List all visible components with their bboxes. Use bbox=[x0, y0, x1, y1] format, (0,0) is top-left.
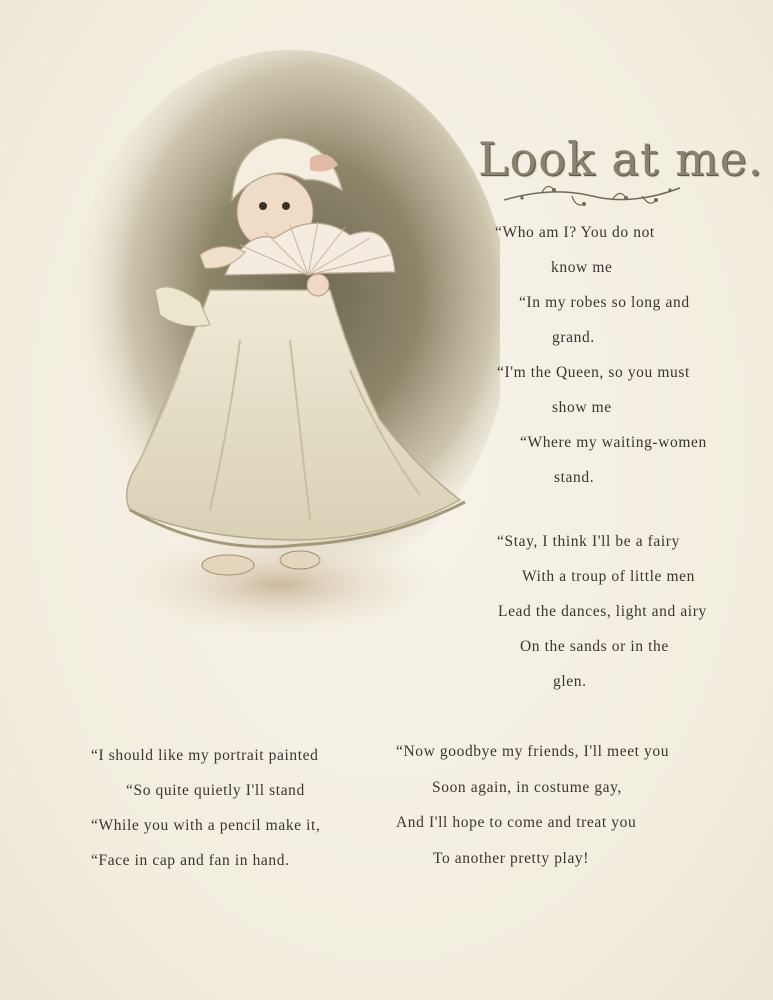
verse-line: grand. bbox=[552, 329, 595, 346]
verse-line: “I'm the Queen, so you must bbox=[497, 364, 690, 381]
floral-sprig-ornament bbox=[502, 176, 682, 216]
girl-with-fan-illustration bbox=[60, 40, 500, 640]
verse-line: On the sands or in the bbox=[520, 638, 669, 655]
verse-line: know me bbox=[551, 259, 613, 276]
verse-line: Lead the dances, light and airy bbox=[498, 603, 707, 620]
title-text: Look at me. bbox=[478, 132, 764, 186]
poem-title bbox=[478, 132, 764, 222]
verse-line: “I should like my portrait painted bbox=[91, 747, 319, 764]
verse-line: “Stay, I think I'll be a fairy bbox=[497, 533, 680, 550]
verse-line: “Face in cap and fan in hand. bbox=[91, 852, 290, 869]
verse-line: And I'll hope to come and treat you bbox=[396, 814, 637, 831]
verse-line: “Where my waiting-women bbox=[520, 434, 707, 451]
verse-line: Soon again, in costume gay, bbox=[432, 779, 622, 796]
verse-line: With a troup of little men bbox=[522, 568, 695, 585]
verse-line: To another pretty play! bbox=[433, 850, 590, 867]
verse-line: show me bbox=[552, 399, 612, 416]
verse-line: “Now goodbye my friends, I'll meet you bbox=[396, 743, 670, 760]
verse-line: “Who am I? You do not bbox=[495, 224, 655, 241]
verse-line: “So quite quietly I'll stand bbox=[126, 782, 305, 799]
verse-line: “In my robes so long and bbox=[519, 294, 690, 311]
verse-line: “While you with a pencil make it, bbox=[91, 817, 321, 834]
verse-line: stand. bbox=[554, 469, 595, 486]
verse-line: glen. bbox=[553, 673, 587, 690]
